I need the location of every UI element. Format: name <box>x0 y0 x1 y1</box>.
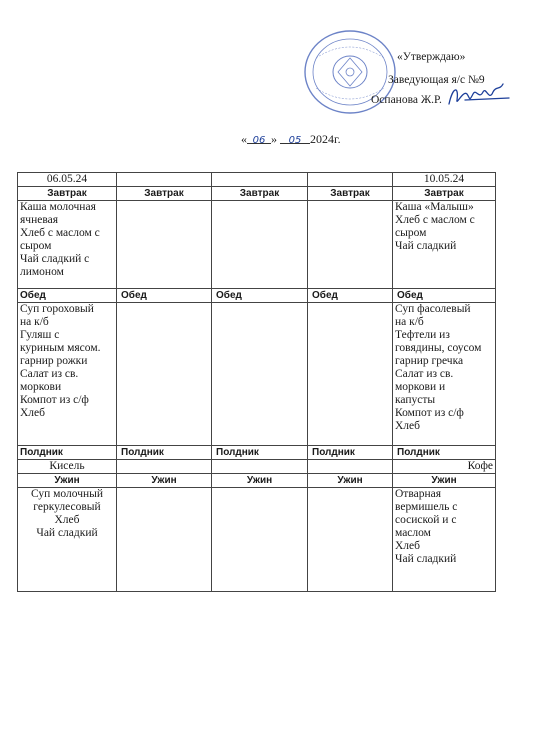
dish-line: моркови и <box>395 381 446 393</box>
section-header-row <box>18 446 496 460</box>
dish-cell <box>212 460 308 474</box>
dish-line: Хлеб с маслом с <box>20 227 100 239</box>
meal-label: Полдник <box>18 446 117 460</box>
section-header-row <box>18 474 496 488</box>
meal-label: Завтрак <box>117 187 212 201</box>
dish-line: капусты <box>395 394 436 406</box>
date-open-quote: « <box>241 132 247 146</box>
dish-line: Хлеб <box>54 514 80 526</box>
dish-cell <box>393 460 496 474</box>
meal-label: Ужин <box>393 474 496 488</box>
dish-cell <box>18 488 117 592</box>
dish-cell <box>212 201 308 289</box>
dish-line: Хлеб <box>20 407 45 419</box>
approval-title: «Утверждаю» <box>397 51 466 63</box>
approval-name: Оспанова Ж.Р. <box>371 94 442 106</box>
dish-cell <box>117 460 212 474</box>
dish-line: Каша «Малыш» <box>395 201 474 213</box>
date-close-quote: » <box>271 132 277 146</box>
date-cell <box>308 173 393 187</box>
dish-line: Компот из с/ф <box>20 394 89 406</box>
dish-line: гарнир гречка <box>395 355 464 367</box>
dish-line: Салат из св. <box>395 368 454 380</box>
dish-line: Суп фасолевый <box>395 303 471 315</box>
date-cell: 10.05.24 <box>393 173 496 187</box>
date-cell <box>212 173 308 187</box>
meal-label: Полдник <box>393 446 496 460</box>
dish-cell <box>212 488 308 592</box>
dish-line: на к/б <box>395 316 424 328</box>
dish-line: Суп гороховый <box>20 303 94 315</box>
dish-line: Чай сладкий <box>36 527 98 539</box>
dish-cell <box>308 303 393 446</box>
dish-cell <box>308 460 393 474</box>
date-month: 05 <box>288 135 302 146</box>
dish-cell <box>393 201 496 289</box>
dish-line: Чай сладкий с <box>20 253 90 265</box>
dish-line: сыром <box>20 240 52 252</box>
section-header-row <box>18 187 496 201</box>
meal-label: Обед <box>308 289 393 303</box>
dish-line: Салат из св. <box>20 368 79 380</box>
dish-line: маслом <box>395 527 431 539</box>
meal-label: Ужин <box>117 474 212 488</box>
meal-label: Завтрак <box>212 187 308 201</box>
date-cell: 06.05.24 <box>18 173 117 187</box>
dish-cell <box>117 201 212 289</box>
dish-cell <box>18 303 117 446</box>
dishes-row <box>18 488 496 592</box>
dish-line: Хлеб <box>395 420 420 432</box>
dish-line: куриным мясом. <box>20 342 101 354</box>
dish-line: моркови <box>20 381 62 393</box>
meal-label: Ужин <box>308 474 393 488</box>
meal-label: Обед <box>117 289 212 303</box>
dish-line: сосиской и с <box>395 514 457 526</box>
dish-cell <box>212 303 308 446</box>
dish-line: Хлеб с маслом с <box>395 214 475 226</box>
approval-role: Заведующая я/с №9 <box>388 74 485 86</box>
dish-line: Кисель <box>49 460 85 472</box>
dishes-row <box>18 460 496 474</box>
dish-line: Каша молочная <box>20 201 96 213</box>
dish-cell <box>117 303 212 446</box>
dish-line: говядины, соусом <box>395 342 482 354</box>
dish-cell <box>117 488 212 592</box>
meal-label: Ужин <box>18 474 117 488</box>
dish-line: гарнир рожки <box>20 355 88 367</box>
dish-cell <box>308 488 393 592</box>
dish-line: Кофе <box>467 460 493 472</box>
dishes-row <box>18 303 496 446</box>
dish-line: Отварная <box>395 488 442 500</box>
dish-line: Чай сладкий <box>395 553 457 565</box>
meal-label: Завтрак <box>393 187 496 201</box>
dish-line: сыром <box>395 227 427 239</box>
dish-line: Хлеб <box>395 540 420 552</box>
dish-line: ячневая <box>20 214 59 226</box>
menu-table <box>17 172 496 592</box>
dish-line: Тефтели из <box>395 329 450 341</box>
dish-cell <box>18 460 117 474</box>
dish-line: лимоном <box>20 266 64 278</box>
dish-line: геркулесовый <box>33 501 101 513</box>
dish-cell <box>18 201 117 289</box>
section-header-row <box>18 289 496 303</box>
meal-label: Полдник <box>212 446 308 460</box>
date-row <box>18 173 496 187</box>
meal-label: Полдник <box>117 446 212 460</box>
signature-icon <box>445 80 515 110</box>
date-day: 06 <box>252 135 266 146</box>
dish-cell <box>393 303 496 446</box>
approval-date <box>241 132 341 147</box>
dish-line: Суп молочный <box>30 488 104 500</box>
dish-line: Чай сладкий <box>395 240 457 252</box>
dish-cell <box>308 201 393 289</box>
meal-label: Ужин <box>212 474 308 488</box>
meal-label: Полдник <box>308 446 393 460</box>
dish-line: вермишель с <box>395 501 458 513</box>
date-cell <box>117 173 212 187</box>
meal-label: Обед <box>393 289 496 303</box>
meal-label: Обед <box>212 289 308 303</box>
dishes-row <box>18 201 496 289</box>
meal-label: Обед <box>18 289 117 303</box>
meal-label: Завтрак <box>18 187 117 201</box>
dish-line: Гуляш с <box>20 329 60 341</box>
dish-line: на к/б <box>20 316 49 328</box>
dish-line: Компот из с/ф <box>395 407 464 419</box>
meal-label: Завтрак <box>308 187 393 201</box>
date-year: 2024г. <box>310 132 341 146</box>
dish-cell <box>393 488 496 592</box>
